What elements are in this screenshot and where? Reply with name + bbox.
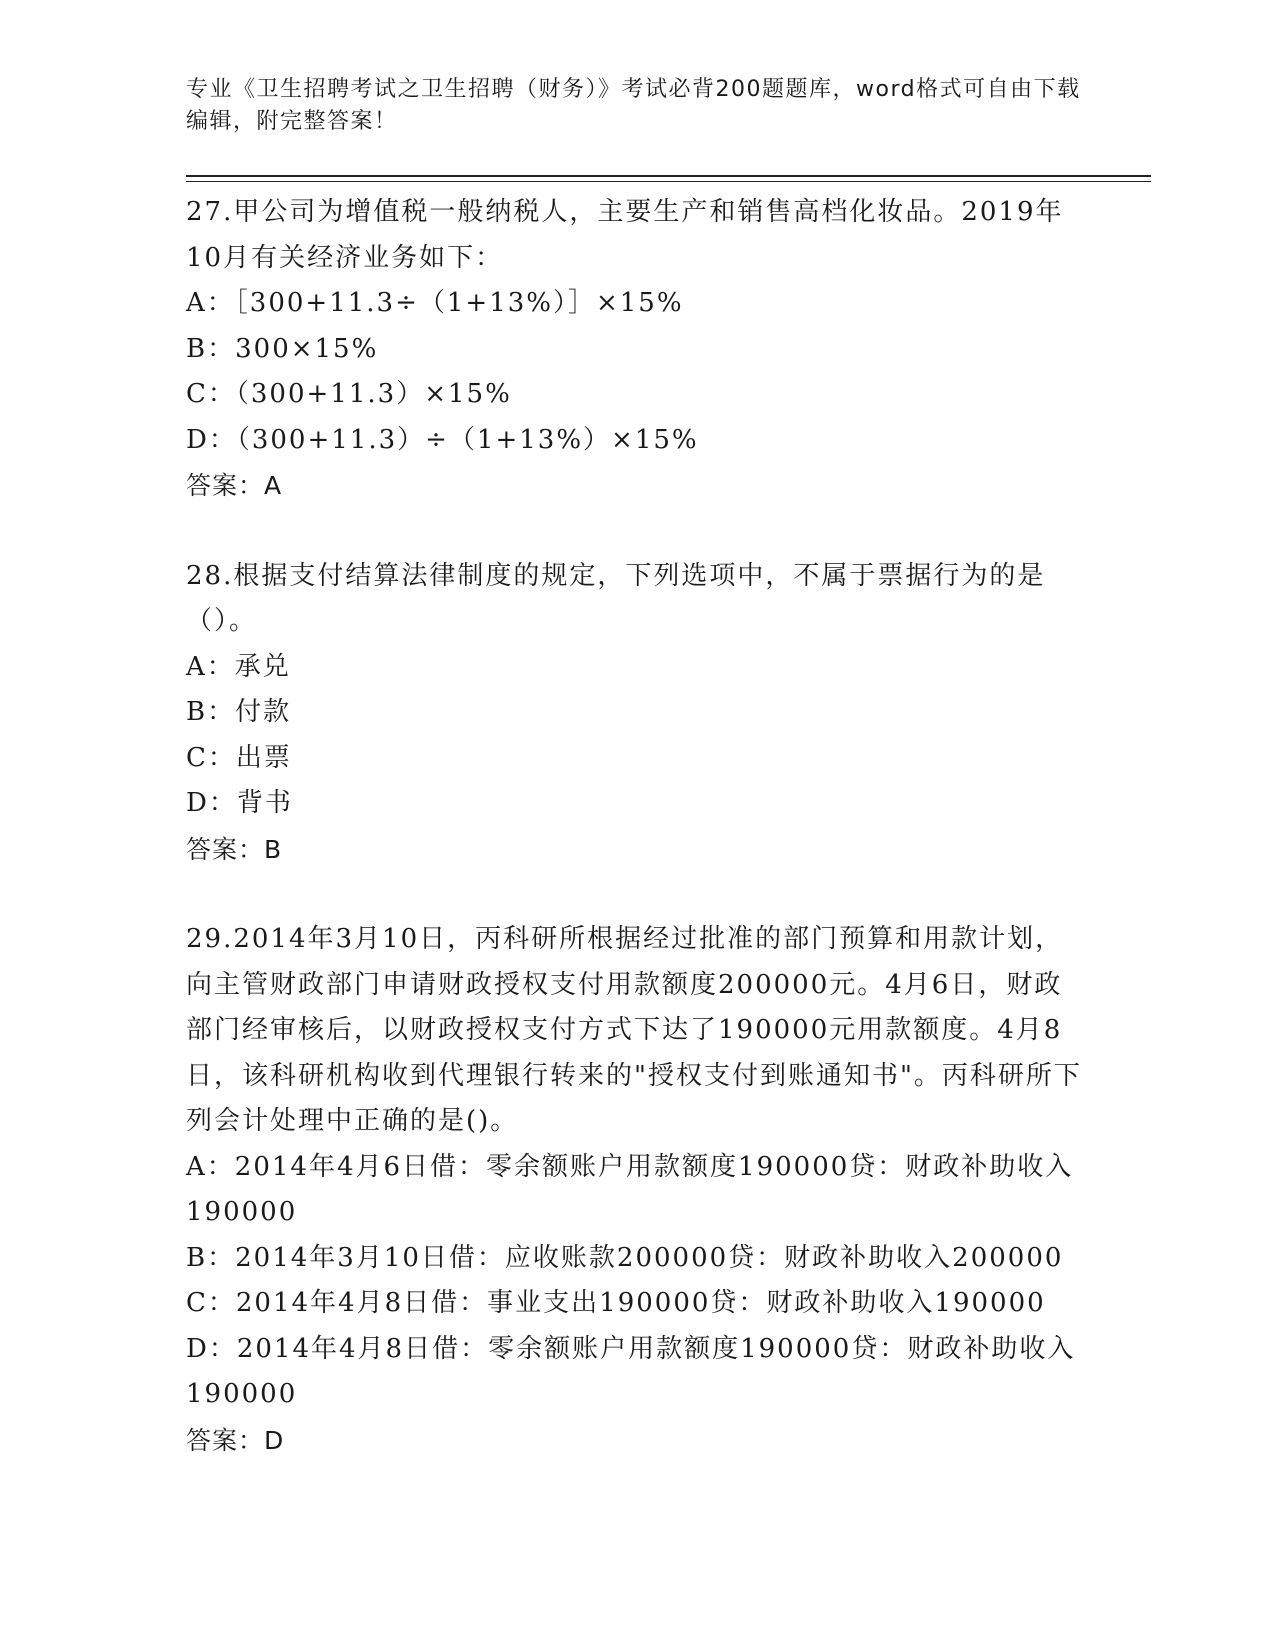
option-b: B：付款 <box>186 697 292 727</box>
question-list <box>186 190 1086 1463</box>
question-27 <box>186 190 1086 509</box>
answer-line: 答案：A <box>186 471 283 500</box>
option-d: D：背书 <box>186 788 293 818</box>
option-c: C：2014年4月8日借：事业支出190000贷：财政补助收入190000 <box>186 1288 1046 1318</box>
question-stem: 28.根据支付结算法律制度的规定，下列选项中，不属于票据行为的是（）。 <box>186 560 1046 636</box>
option-d: D：2014年4月8日借：零余额账户用款额度190000贷：财政补助收入190000 <box>186 1333 1076 1409</box>
document-header: 专业《卫生招聘考试之卫生招聘（财务）》考试必背200题题库，word格式可自由下载编辑，附完整答案！ <box>186 77 1081 134</box>
header-divider-thin <box>186 181 1151 182</box>
option-b: B：300×15% <box>186 333 379 364</box>
header-divider-thick <box>186 175 1151 177</box>
option-b: B：2014年3月10日借：应收账款200000贷：财政补助收入200000 <box>186 1242 1064 1273</box>
option-d: D：（300+11.3）÷（1+13%）×15% <box>186 424 699 455</box>
answer-line: 答案：B <box>186 834 283 864</box>
option-a: A：承兑 <box>186 651 291 682</box>
option-a: A：2014年4月6日借：零余额账户用款额度190000贷：财政补助收入190000 <box>186 1151 1074 1227</box>
question-stem: 29.2014年3月10日，丙科研所根据经过批准的部门预算和用款计划，向主管财政部门申请财政授权支付用款额度200000元。4月6日，财政部门经审核后，以财政授权支付方式下达了190000元用款额度。4月8日，该科研机构收到代理银行转来的"授权支付到账通知书"。丙科研所下列会计处理中正确的是()。 <box>186 924 1082 1136</box>
option-c: C：（300+11.3）×15% <box>186 379 512 409</box>
question-29 <box>186 917 1086 1463</box>
option-c: C：出票 <box>186 742 292 773</box>
option-a: A：［300+11.3÷（1+13%）］×15% <box>186 288 684 318</box>
answer-line: 答案：D <box>186 1425 285 1455</box>
question-28 <box>186 554 1086 873</box>
question-stem: 27.甲公司为增值税一般纳税人，主要生产和销售高档化妆品。2019年10月有关经济业务如下： <box>186 197 1064 273</box>
